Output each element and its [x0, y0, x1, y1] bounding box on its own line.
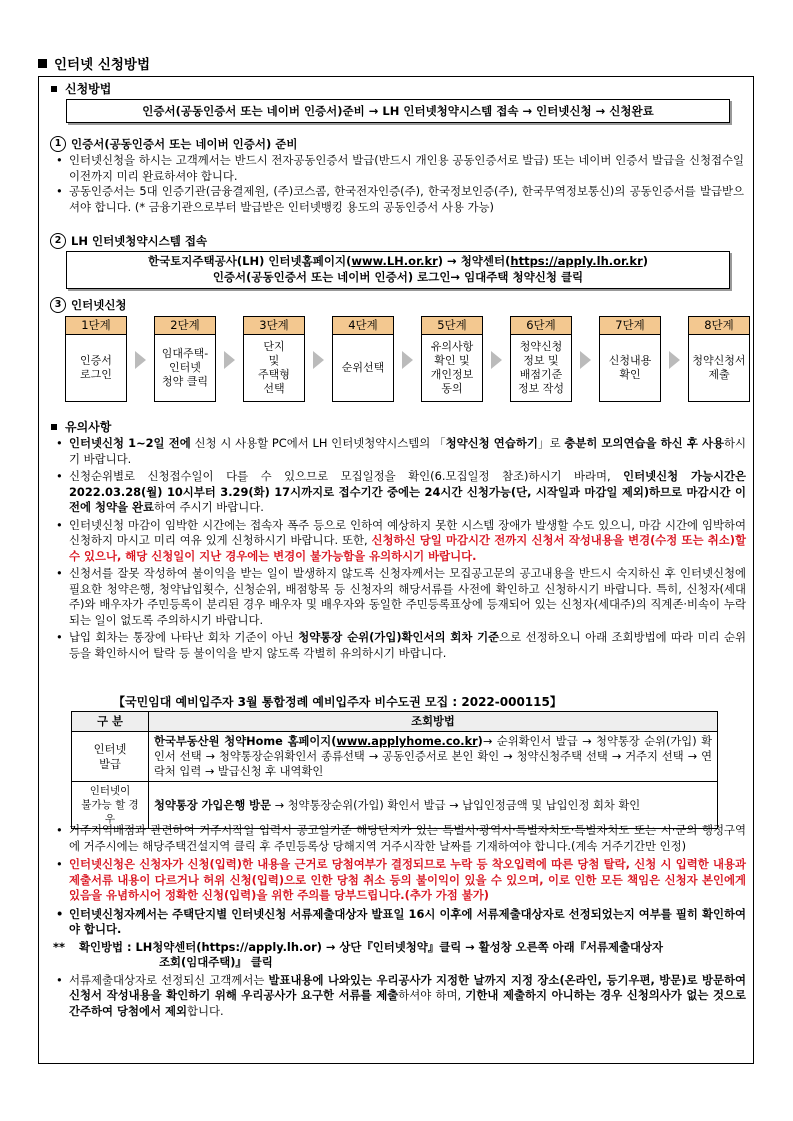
step-body: 유의사항 확인 및 개인정보 동의 — [430, 340, 474, 395]
table-row — [72, 712, 718, 732]
text: 서류제출대상자로 선정되신 고객께서는 — [69, 972, 269, 987]
list-item: • 인터넷신청은 신청자가 신청(입력)한 내용을 근거로 당첨여부가 결정되므로 누락 등 착오입력에 따른 당첨 탈락, 신청 시 입력한 내용과 제출서류 내용이 다르거나 허위 신청(입력)으로 인한 당첨 취소 등의 불이익이 있을 수 있으며, 이로 인한 모든 책임은 신청자 본인에게 있음을 유념하시어 정확한 신청(입력)을 위한 주의를 당부드립니다.(추가 가점 불가) — [56, 857, 746, 902]
text: 으로 선정하오니 아래 조회방법에 따라 미리 순위 등을 확인하시어 탈락 등 불이익을 받지 않도록 각별히 유의하시기 바랍니다. — [69, 630, 746, 660]
square-bullet-icon — [38, 59, 47, 68]
step-header: 6단계 — [511, 317, 571, 335]
arrow-right-icon — [305, 351, 332, 369]
text: → 청약통장순위(가입) 확인서 발급 → 납입인정금액 및 납입인정 회차 확인 — [271, 798, 641, 812]
table-cell-label: 인터넷이 불가능 할 경우 — [72, 782, 149, 829]
text: 청약신청 연습하기 — [445, 436, 538, 450]
step-body: 단지 및 주택형 선택 — [258, 340, 290, 395]
table-cell — [149, 732, 718, 782]
text: 기한내 제출하지 아니하는 경우 신청의사가 없는 것으로 간주하여 당첨에서 제외 — [69, 988, 746, 1018]
list-item: • 인터넷신청 1~2일 전에 신청 시 사용할 PC에서 LH 인터넷청약시스템의 「청약신청 연습하기」로 충분히 모의연습을 하신 후 사용하시기 바랍니다. — [56, 436, 746, 466]
circled-number: 1 — [50, 136, 66, 152]
step-header: 2단계 — [155, 317, 215, 335]
text: 」로 — [537, 436, 565, 450]
apply-center-link[interactable]: https://apply.lh.or.kr — [510, 254, 643, 268]
list-item: • 납입 회차는 통장에 나타난 회차 기준이 아닌 청약통장 순위(가입)확인서의 회차 기준으로 선정하오니 아래 조회방법에 따라 미리 순위 등을 확인하시어 탈락 등 불이익을 받지 않도록 각별히 유의하시기 바랍니다. — [56, 630, 746, 660]
arrow-right-icon — [661, 351, 688, 369]
list-item: • 서류제출대상자로 선정되신 고객께서는 발표내용에 나와있는 우리공사가 지정한 날까지 지정 장소(온라인, 등기우편, 방문)로 방문하여 신청서 작성내용을 확인하기 위해 우리공사가 요구한 서류를 제출하셔야 하며, 기한내 제출하지 아니하는 경우 신청의사가 없는 것으로 간주하여 당첨에서 제외합니다. — [56, 972, 746, 1018]
bullet-text: 공동인증서는 5대 인증기관(금융결제원, (주)코스콤, 한국전자인증(주), 한국정보인증(주), 한국무역정보통신)의 공동인증서를 발급받으셔야 합니다. (* 금융기관으로부터 발급받은 인터넷뱅킹 용도의 공동인증서 사용 가능) — [69, 184, 744, 214]
list-item: • 인터넷신청 마감이 임박한 시간에는 접속자 폭주 등으로 인하여 예상하지 못한 시스템 장애가 발생할 수도 있으니, 마감 시간에 임박하여 신청하지 마시고 미리 여유 있게 신청하시기 바랍니다. 또한, 신청하신 당일 마감시간 전까지 신청서 작성내용을 변경(수정 또는 취소)할 수 있으나, 해당 신청일이 지난 경우에는 변경이 불가능함을 유의하시기 바랍니다. — [56, 517, 746, 563]
step-body: 인증서 로그인 — [80, 354, 112, 381]
text: 납입 회차는 통장에 나타난 회차 기준이 아닌 — [69, 630, 299, 644]
list-item: • 인터넷신청자께서는 주택단지별 인터넷신청 서류제출대상자 발표일 16시 이후에 서류제출대상자로 선정되었는지 여부를 필히 확인하여야 합니다. — [56, 906, 746, 936]
section-label: 유의사항 — [65, 420, 112, 434]
list-item: • 공동인증서는 5대 인증기관(금융결제원, (주)코스콤, 한국전자인증(주), 한국정보인증(주), 한국무역정보통신)의 공동인증서를 발급받으셔야 합니다. (* 금융기관으로부터 발급받은 인터넷뱅킹 용도의 공동인증서 사용 가능) — [56, 184, 744, 214]
step3-heading — [50, 297, 127, 313]
text: ) — [642, 254, 649, 268]
access-line-2: 인증서(공동인증서 또는 네이버 인증서) 로그인→ 임대주택 청약신청 클릭 — [212, 270, 584, 284]
double-asterisk-mark: ** — [53, 939, 65, 954]
table-row — [72, 732, 718, 782]
arrow-right-icon — [216, 351, 243, 369]
step-body: 청약신청서 제출 — [692, 354, 746, 381]
step-box — [421, 316, 483, 402]
text: 하여 주시기 바랍니다. — [153, 500, 264, 514]
text: ) → 청약센터( — [437, 254, 511, 268]
list-item: • 거주지역배점과 관련하여 거주시작일 입력시 공고일기준 해당단지가 있는 특별시·광역시·특별자치도·특별자치도 또는 시·군의 행정구역에 거주시에는 해당주택건설지역 클릭 후 주민등록상 당해지역 거주시작한 날짜를 기재하여야 합니다.(계속 거주기간만 인정) — [56, 823, 746, 853]
arrow-right-icon — [483, 351, 510, 369]
step-box — [65, 316, 127, 402]
step-header: 1단계 — [66, 317, 126, 335]
lh-homepage-link[interactable]: www.LH.or.kr — [351, 254, 438, 268]
table-title: 【국민임대 예비입주자 3월 통합정례 예비입주자 비수도권 모집 : 2022-000115】 — [113, 695, 562, 709]
list-item — [53, 940, 746, 971]
section-label: 신청방법 — [65, 82, 112, 96]
step-header: 4단계 — [333, 317, 393, 335]
section-notes — [46, 418, 111, 435]
step2-title: LH 인터넷청약시스템 접속 — [71, 234, 208, 248]
step-box — [599, 316, 661, 402]
flow-text: 인증서(공동인증서 또는 네이버 인증서)준비 → LH 인터넷청약시스템 접속 → 인터넷신청 → 신청완료 — [142, 104, 654, 118]
text: 한국부동산원 청약Home 홈페이지( — [154, 735, 337, 748]
text: 인터넷신청 가능시간은 2022.03.28(월) 10시부터 3.29(화) 17시까지로 접수기간 중에는 24시간 신청가능(단, 시작일과 마감일 제외)하므로 마감시간 이전에 청약을 완료 — [69, 469, 746, 514]
list-item: • 신청서를 잘못 작성하여 불이익을 받는 일이 발생하지 않도록 신청자께서는 모집공고문의 공고내용을 반드시 숙지하신 후 인터넷신청에 필요한 청약은행, 청약납입횟수, 신청순위, 배점항목 등 신청자의 해당서류를 사전에 확인하고 신청하시기 바랍니다. 특히, 신청자(세대주)와 배우자가 주민등록이 분리된 경우 배우자 및 배우자와 동일한 주민등록표상에 등재되어 있는 신청자(세대주)의 직계존·비속이 누락되는 일이 없도록 주의하시기 바랍니다. — [56, 566, 746, 627]
step1-title: 인증서(공동인증서 또는 네이버 인증서) 준비 — [71, 137, 298, 151]
step1-bullets — [53, 153, 744, 215]
step-box — [332, 316, 394, 402]
text: 조회(임대주택)』 클릭 — [159, 955, 273, 969]
step1-heading — [50, 136, 298, 152]
step2-heading — [50, 233, 207, 249]
step-box — [510, 316, 572, 402]
text: 신청하신 당일 마감시간 전까지 신청서 작성내용을 변경(수정 또는 취소)할 수 있으나, 해당 신청일이 지난 경우에는 변경이 불가능함을 유의하시기 바랍니다. — [69, 533, 746, 563]
step3-title: 인터넷신청 — [71, 298, 127, 312]
text: 하셔야 하며, — [398, 988, 466, 1002]
step-header: 8단계 — [689, 317, 749, 335]
text: 신청순위별로 신청접수일이 다를 수 있으므로 모집일정을 확인(6.모집일정 참조)하시기 바라며, — [69, 469, 624, 483]
list-item: • 인터넷신청을 하시는 고객께서는 반드시 전자공동인증서 발급(반드시 개인용 공동인증서로 발급) 또는 네이버 인증서 발급을 신청접수일 이전까지 미리 완료하셔야 합니다. — [56, 153, 744, 183]
step-box — [243, 316, 305, 402]
text: 합니다. — [186, 1003, 224, 1018]
small-square-bullet-icon — [51, 86, 57, 92]
text: 청약통장 순위(가입)확인서의 회차 기준 — [298, 630, 500, 644]
small-square-bullet-icon — [51, 424, 57, 430]
section-apply-method — [46, 80, 111, 97]
page-title — [38, 54, 150, 72]
step-body: 순위선택 — [341, 361, 385, 374]
table-header: 조회방법 — [149, 712, 718, 732]
table-cell-label: 인터넷 발급 — [72, 732, 149, 782]
bullet-text: 인터넷신청자께서는 주택단지별 인터넷신청 서류제출대상자 발표일 16시 이후에 서류제출대상자로 선정되었는지 여부를 필히 확인하여야 합니다. — [69, 906, 746, 936]
circled-number: 2 — [50, 233, 66, 249]
arrow-right-icon — [572, 351, 599, 369]
circled-number: 3 — [50, 297, 66, 313]
step-header: 3단계 — [244, 317, 304, 335]
bullet-text: 인터넷신청은 신청자가 신청(입력)한 내용을 근거로 당첨여부가 결정되므로 누락 등 착오입력에 따른 당첨 탈락, 신청 시 입력한 내용과 제출서류 내용이 다르거나 허위 신청(입력)으로 인한 당첨 취소 등의 불이익이 있을 수 있으며, 이로 인한 모든 책임은 신청자 본인에게 있음을 유념하시어 정확한 신청(입력)을 위한 주의를 당부드립니다.(추가 가점 불가) — [69, 857, 746, 902]
step-box — [154, 316, 216, 402]
arrow-right-icon — [394, 351, 421, 369]
bullet-text: 신청서를 잘못 작성하여 불이익을 받는 일이 발생하지 않도록 신청자께서는 모집공고문의 공고내용을 반드시 숙지하신 후 인터넷신청에 필요한 청약은행, 청약납입횟수, 신청순위, 배점항목 등 신청자의 해당서류를 사전에 확인하고 신청하시기 바랍니다. 특히, 신청자(세대주)와 배우자가 주민등록이 분리된 경우 배우자 및 배우자와 동일한 주민등록표상에 등재되어 있는 신청자(세대주)의 직계존·비속이 누락되는 일이 없도록 주의하시기 바랍니다. — [69, 566, 746, 627]
step-header: 7단계 — [600, 317, 660, 335]
text: 하시기 바랍니다. — [69, 436, 746, 466]
text: 신청 시 사용할 PC에서 LH 인터넷청약시스템의 「 — [190, 436, 446, 450]
text: 인터넷신청 마감이 임박한 시간에는 접속자 폭주 등으로 인하여 예상하지 못한 시스템 장애가 발생할 수도 있으니, 마감 시간에 임박하여 신청하지 마시고 미리 여유 있게 신청하시기 바랍니다. 또한, — [69, 517, 746, 547]
text: 충분히 모의연습을 하신 후 사용 — [564, 436, 724, 450]
inquiry-table — [71, 711, 718, 829]
text: ) — [477, 735, 483, 748]
text: 한국토지주택공사(LH) 인터넷홈페이지( — [147, 254, 352, 268]
list-item: • 신청순위별로 신청접수일이 다를 수 있으므로 모집일정을 확인(6.모집일정 참조)하시기 바라며, 인터넷신청 가능시간은 2022.03.28(월) 10시부터 3.29(화) 17시까지로 접수기간 중에는 24시간 신청가능(단, 시작일과 마감일 제외)하므로 마감시간 이전에 청약을 완료하여 주시기 바랍니다. — [56, 469, 746, 514]
text: → 순위확인서 발급 → 청약통장 순위(가입) 확인서 선택 → 청약통장순위확인서 종류선택 → 공동인증서로 본인 확인 → 청약신청주택 선택 → 거주지 선택 → 연락처 입력 → 발급신청 후 내역확인 — [154, 735, 712, 778]
step-body: 청약신청 정보 및 배점기준 정보 작성 — [517, 340, 564, 395]
text: 발표내용에 나와있는 우리공사가 지정한 날까지 지정 장소(온라인, 등기우편, 방문)로 방문하여 신청서 작성내용을 확인하기 위해 우리공사가 요구한 서류를 제출 — [69, 972, 746, 1002]
notes-list-2 — [53, 823, 746, 1019]
text: 인터넷신청 1~2일 전에 — [69, 436, 191, 450]
flow-box — [66, 99, 730, 123]
arrow-right-icon — [127, 351, 154, 369]
access-box — [66, 251, 730, 289]
table-cell — [149, 782, 718, 829]
table-row — [72, 782, 718, 829]
bullet-text: 거주지역배점과 관련하여 거주시작일 입력시 공고일기준 해당단지가 있는 특별시·광역시·특별자치도·특별자치도 또는 시·군의 행정구역에 거주시에는 해당주택건설지역 클릭 후 주민등록상 당해지역 거주시작한 날짜를 기재하여야 합니다.(계속 거주기간만 인정) — [69, 823, 746, 853]
step-header: 5단계 — [422, 317, 482, 335]
table-header: 구 분 — [72, 712, 149, 732]
steps-flow — [65, 316, 750, 402]
step-body: 임대주택- 인터넷 청약 클릭 — [161, 347, 209, 388]
notes-list — [53, 436, 746, 661]
bullet-text: 인터넷신청을 하시는 고객께서는 반드시 전자공동인증서 발급(반드시 개인용 공동인증서로 발급) 또는 네이버 인증서 발급을 신청접수일 이전까지 미리 완료하셔야 합니다. — [69, 153, 744, 183]
step-box — [688, 316, 750, 402]
step-body: 신청내용 확인 — [608, 354, 652, 381]
text: 청약통장 가입은행 방문 — [154, 798, 271, 812]
access-line-1 — [67, 253, 729, 269]
text: 확인방법 : LH청약센터(https://apply.lh.or) → 상단『인터넷청약』클릭 → 활성창 오른쪽 아래『서류제출대상자 — [79, 939, 664, 954]
applyhome-link[interactable]: www.applyhome.co.kr — [336, 735, 478, 748]
page-title-text: 인터넷 신청방법 — [54, 57, 150, 73]
